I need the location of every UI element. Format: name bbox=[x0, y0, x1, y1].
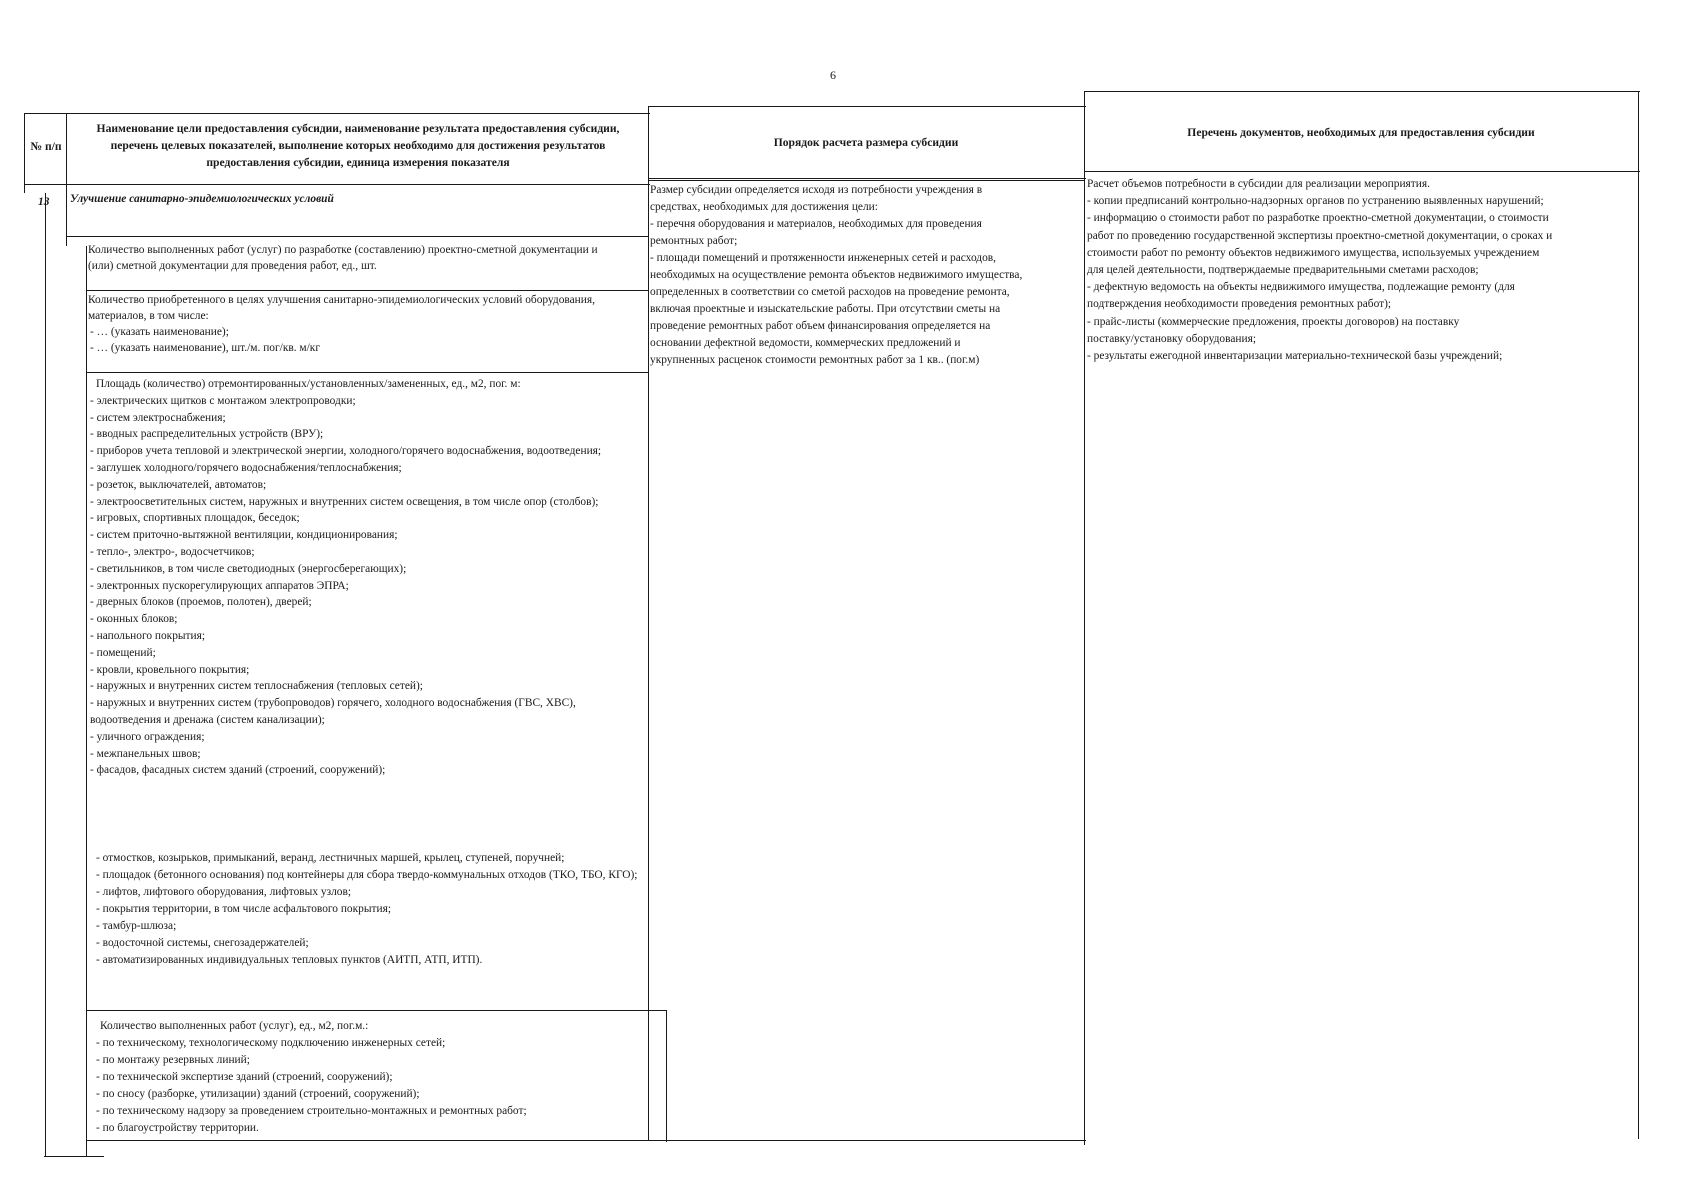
list-item: - … (указать наименование); bbox=[90, 326, 229, 338]
ind3-divider bbox=[86, 1010, 666, 1011]
list-item: - фасадов, фасадных систем зданий (строений, сооружений); bbox=[90, 764, 386, 777]
list-item: - по технической экспертизе зданий (строений, сооружений); bbox=[96, 1071, 393, 1083]
list-item: - напольного покрытия; bbox=[90, 629, 206, 642]
calc-line: укрупненных расценок стоимости ремонтных работ за 1 кв.. (пог.м) bbox=[650, 354, 980, 366]
calc-line: необходимых на осуществление ремонта объектов недвижимого имущества, bbox=[650, 269, 1023, 281]
list-item: - помещений; bbox=[90, 646, 156, 659]
calc-line: включая проектные и изыскательские работы. При отсутствии сметы на bbox=[650, 303, 1001, 315]
header-col-calc: Порядок расчета размера субсидии bbox=[773, 136, 959, 149]
list-item: - по техническому, технологическому подключению инженерных сетей; bbox=[96, 1037, 446, 1049]
col-name-left bbox=[66, 193, 67, 246]
list-item: - по благоустройству территории. bbox=[96, 1122, 259, 1134]
list-item: - по монтажу резервных линий; bbox=[96, 1054, 250, 1066]
docs-line: подтверждения необходимости проведения ремонтных работ); bbox=[1087, 298, 1392, 311]
list-item: - систем приточно-вытяжной вентиляции, кондиционирования; bbox=[90, 529, 398, 542]
docs-line: поставку/установку оборудования; bbox=[1087, 332, 1257, 345]
indicator-services-intro: Количество выполненных работ (услуг), ед., м2, пог.м.: bbox=[100, 1020, 369, 1032]
list-item: - кровли, кровельного покрытия; bbox=[90, 663, 250, 676]
header-bottom-left bbox=[24, 184, 650, 185]
calc-line: определенных в соответствии со сметой расходов на проведение ремонта, bbox=[650, 286, 1010, 298]
list-item: - уличного ограждения; bbox=[90, 730, 205, 743]
docs-line: стоимости работ по ремонту объектов недвижимого имущества, используемых учреждением bbox=[1087, 246, 1540, 259]
calc-line: основании дефектной ведомости, коммерческих предложений и bbox=[650, 337, 961, 349]
docs-line: Расчет объемов потребности в субсидии для реализации мероприятия. bbox=[1087, 178, 1430, 190]
indicator-equipment-intro: Количество приобретенного в целях улучшения санитарно-эпидемиологических условий оборудования, материалов, в том числе: bbox=[88, 294, 595, 322]
indicator-repairs-continued bbox=[96, 850, 666, 969]
indicator-services bbox=[96, 1018, 656, 1137]
goal-title: Улучшение санитарно-эпидемиологических условий bbox=[70, 193, 334, 205]
calc-text bbox=[650, 182, 1088, 369]
list-item: - тепло-, электро-, водосчетчиков; bbox=[90, 545, 255, 558]
table-border-top-right bbox=[1084, 91, 1640, 92]
docs-text bbox=[1087, 176, 1639, 365]
list-item: - наружных и внутренних систем (трубопроводов) горячего, холодного водоснабжения (ГВС, ХВС), водоотведения и дренажа (систем канализации); bbox=[90, 697, 576, 726]
list-item: - автоматизированных индивидуальных тепловых пунктов (АИТП, АТП, ИТП). bbox=[96, 954, 483, 966]
header-col-name: Наименование цели предоставления субсидии, наименование результата предоставления субсидии, перечень целевых показателей, выполнение которых необходимо для достижения результатов предоставления субсидии, единица измерения показателя bbox=[96, 122, 620, 169]
list-item: - тамбур-шлюза; bbox=[96, 920, 177, 932]
col-num-border-lower bbox=[45, 193, 46, 1157]
header-col-docs: Перечень документов, необходимых для предоставления субсидии bbox=[1187, 126, 1535, 139]
docs-line: - копии предписаний контрольно-надзорных органов по устранению выявленных нарушений; bbox=[1087, 195, 1544, 208]
table-border-top-left bbox=[24, 113, 650, 114]
list-item: - электроосветительных систем, наружных и внутренних систем освещения, в том числе опор (столбов); bbox=[90, 495, 599, 508]
list-item: - приборов учета тепловой и электрической энергии, холодного/горячего водоснабжения, водоотведения; bbox=[90, 445, 602, 458]
list-item: - электронных пускорегулирующих аппаратов ЭПРА; bbox=[90, 579, 349, 592]
list-item: - заглушек холодного/горячего водоснабжения/теплоснабжения; bbox=[90, 461, 402, 474]
indicator-repairs-intro: Площадь (количество) отремонтированных/установленных/замененных, ед., м2, пог. м: bbox=[96, 378, 521, 390]
ind2-divider bbox=[86, 372, 648, 373]
calc-line: ремонтных работ; bbox=[650, 235, 738, 247]
table-border-top-mid bbox=[648, 106, 1086, 107]
list-item: - покрытия территории, в том числе асфальтового покрытия; bbox=[96, 903, 391, 915]
list-item: - наружных и внутренних систем теплоснабжения (тепловых сетей); bbox=[90, 680, 423, 693]
docs-line: работ по проведению государственной экспертизы проектно-сметной документации, о сроках и bbox=[1087, 229, 1553, 242]
bottom-border bbox=[86, 1140, 1086, 1141]
list-item: - систем электроснабжения; bbox=[90, 411, 226, 424]
calc-line: Размер субсидии определяется исходя из потребности учреждения в bbox=[650, 184, 983, 196]
list-item: - вводных распределительных устройств (ВРУ); bbox=[90, 428, 324, 441]
calc-line: проведение ремонтных работ объем финансирования определяется на bbox=[650, 320, 991, 332]
calc-line: - площади помещений и протяженности инженерных сетей и расходов, bbox=[650, 252, 997, 264]
row-bottom bbox=[44, 1156, 104, 1157]
docs-line: - результаты ежегодной инвентаризации материально-технической базы учреждений; bbox=[1087, 350, 1503, 363]
indicator-design-works: Количество выполненных работ (услуг) по разработке (составлению) проектно-сметной документации и (или) сметной документации для проведения работ, ед., шт. bbox=[88, 244, 598, 272]
docs-line: - дефектную ведомость на объекты недвижимого имущества, подлежащие ремонту (для bbox=[1087, 281, 1515, 294]
header-bottom-mid bbox=[648, 178, 1086, 179]
docs-line: - информацию о стоимости работ по разработке проектно-сметной документации, о стоимости bbox=[1087, 212, 1549, 225]
list-item: - отмостков, козырьков, примыканий, веранд, лестничных маршей, крылец, ступеней, поручней; bbox=[96, 852, 565, 864]
calc-line: - перечня оборудования и материалов, необходимых для проведения bbox=[650, 218, 982, 230]
list-item: - оконных блоков; bbox=[90, 613, 178, 626]
list-item: - … (указать наименование), шт./м. пог/кв. м/кг bbox=[90, 342, 321, 354]
calc-line: средствах, необходимых для достижения цели: bbox=[650, 201, 878, 213]
list-item: - по сносу (разборке, утилизации) зданий (строений, сооружений); bbox=[96, 1088, 420, 1100]
list-item: - розеток, выключателей, автоматов; bbox=[90, 478, 267, 491]
list-item: - электрических щитков с монтажом электропроводки; bbox=[90, 394, 356, 407]
header-bottom-right bbox=[1084, 171, 1640, 172]
col-name-right bbox=[648, 106, 649, 1140]
goal-divider bbox=[66, 236, 648, 237]
list-item: - межпанельных швов; bbox=[90, 747, 201, 760]
col-name-right-lower bbox=[666, 1010, 667, 1142]
list-item: - по техническому надзору за проведением строительно-монтажных и ремонтных работ; bbox=[96, 1105, 527, 1117]
docs-line: - прайс-листы (коммерческие предложения, проекты договоров) на поставку bbox=[1087, 315, 1460, 328]
page-number: 6 bbox=[830, 68, 836, 82]
ind1-divider bbox=[86, 290, 648, 291]
col-left-border bbox=[24, 113, 25, 193]
list-item: - площадок (бетонного основания) под контейнеры для сбора твердо-коммунальных отходов (ТКО, ТБО, КГО); bbox=[96, 869, 638, 881]
header-col-number: № п/п bbox=[30, 140, 62, 153]
list-item: - игровых, спортивных площадок, беседок; bbox=[90, 512, 300, 525]
row-number: 13 bbox=[38, 196, 50, 208]
list-item: - водосточной системы, снегозадержателей; bbox=[96, 937, 309, 949]
calc-top bbox=[648, 180, 1084, 181]
list-item: - лифтов, лифтового оборудования, лифтовых узлов; bbox=[96, 886, 351, 898]
col-name-left-lower bbox=[86, 246, 87, 1156]
docs-line: для целей деятельности, подтверждаемые предварительными сметами расходов; bbox=[1087, 264, 1479, 277]
list-item: - светильников, в том числе светодиодных (энергосберегающих); bbox=[90, 562, 407, 575]
indicator-equipment bbox=[88, 292, 628, 356]
indicator-repairs bbox=[90, 376, 640, 779]
col-num-border bbox=[66, 113, 67, 193]
list-item: - дверных блоков (проемов, полотен), дверей; bbox=[90, 596, 312, 609]
